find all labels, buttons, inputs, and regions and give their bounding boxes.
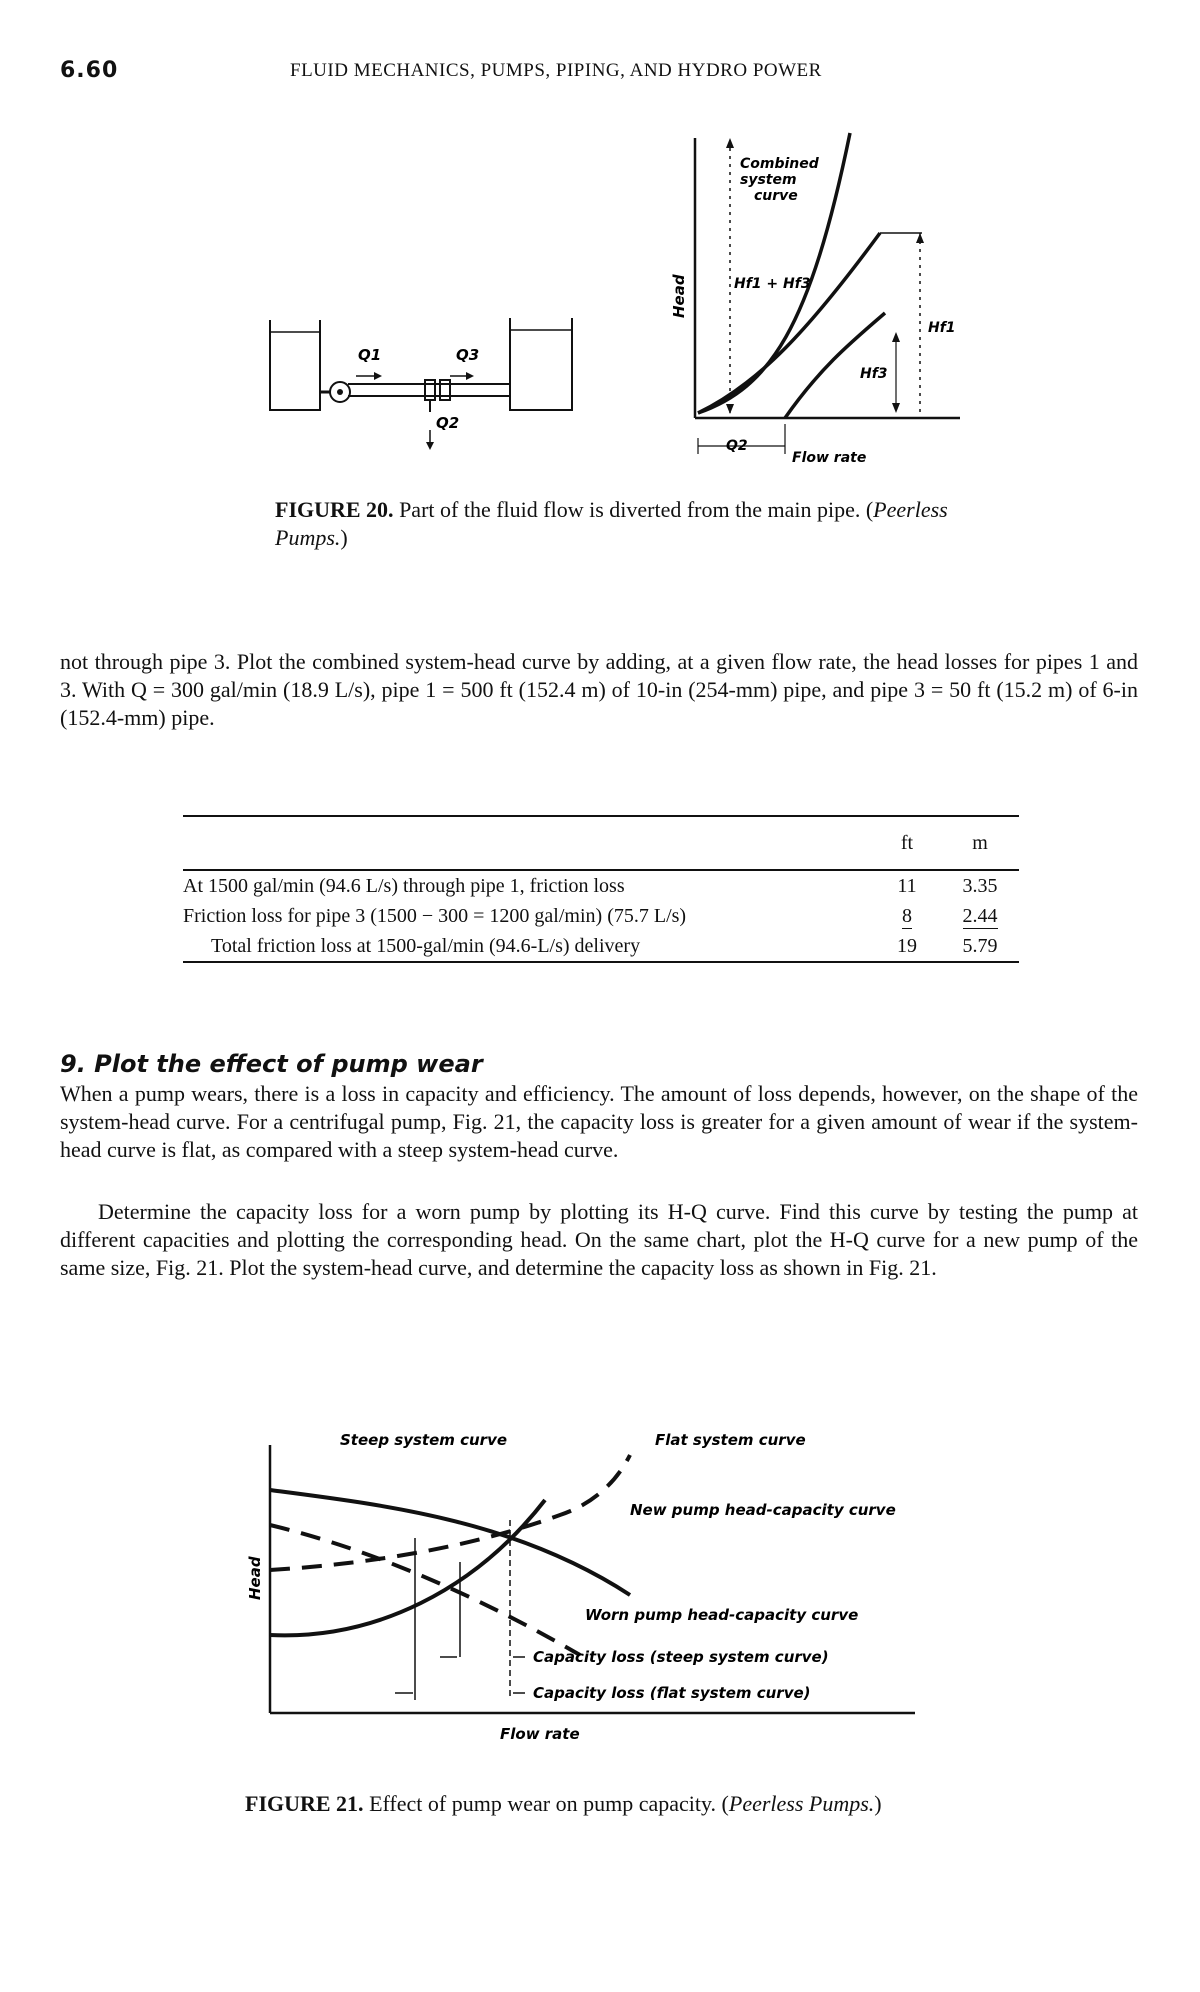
figure-21-chart <box>235 1425 975 1755</box>
capacity-loss-flat-label: Capacity loss (flat system curve) <box>533 1684 811 1702</box>
table-header-blank <box>183 816 873 870</box>
q2-chart-label: Q2 <box>726 438 748 454</box>
combined-label-1: Combined <box>740 156 819 172</box>
row-label: At 1500 gal/min (94.6 L/s) through pipe 1, friction loss <box>183 874 625 897</box>
body-paragraph-1: not through pipe 3. Plot the combined system-head curve by adding, at a given flow rate, the head losses for pipes 1 and 3. With Q = 300 gal/min (18.9 L/s), pipe 1 = 500 ft (152.4 m) of 10-in (254-mm) pipe, and pipe 3 = 50 ft (15.2 m) of 6-in (152.4-mm) pipe. <box>60 649 1138 730</box>
hf1-hf3-label: Hf1 + Hf3 <box>734 276 811 292</box>
table-row <box>183 901 1019 931</box>
q3-label: Q3 <box>456 346 480 364</box>
figure-20-label: FIGURE 20. <box>275 497 394 522</box>
flow-rate-label-21: Flow rate <box>500 1725 580 1743</box>
hf1-label: Hf1 <box>928 320 956 336</box>
q2-label: Q2 <box>436 414 460 432</box>
figure-21-caption <box>245 1790 985 1818</box>
combined-label-3: curve <box>754 188 798 204</box>
capacity-loss-steep-label: Capacity loss (steep system curve) <box>533 1648 829 1666</box>
row-label: Total friction loss at 1500-gal/min (94.6-L/s) delivery <box>211 934 641 957</box>
section-heading: 9. Plot the effect of pump wear <box>60 1050 483 1078</box>
table-row <box>183 931 1019 962</box>
flat-system-curve <box>270 1455 630 1570</box>
figure-20-caption <box>275 496 955 552</box>
row-m: 3.35 <box>962 874 998 897</box>
steep-curve-label: Steep system curve <box>340 1431 508 1449</box>
table-header-m: m <box>972 831 988 854</box>
new-pump-curve <box>270 1490 630 1595</box>
flow-rate-label: Flow rate <box>792 450 867 466</box>
row-m: 5.79 <box>962 934 998 957</box>
new-pump-label: New pump head-capacity curve <box>630 1501 896 1519</box>
row-m: 2.44 <box>962 904 998 927</box>
table-row <box>183 870 1019 901</box>
row-ft: 8 <box>902 904 912 927</box>
worn-pump-label: Worn pump head-capacity curve <box>585 1606 859 1624</box>
figure-21-label: FIGURE 21. <box>245 1791 364 1816</box>
head-axis-label: Head <box>670 274 688 318</box>
figure-20-caption-source: Peerless Pumps. <box>275 497 948 550</box>
figure-20-schematic <box>260 300 580 460</box>
combined-label-2: system <box>740 172 797 188</box>
section-paragraph-1: When a pump wears, there is a loss in capacity and efficiency. The amount of loss depends, however, on the shape of the system-head curve. For a centrifugal pump, Fig. 21, the capacity loss is greater for a given amount of wear if the system-head curve is flat, as compared with a steep system-head curve. <box>60 1081 1138 1162</box>
row-ft: 11 <box>897 874 917 897</box>
figure-21-caption-source: Peerless Pumps. <box>728 1791 875 1816</box>
q1-label: Q1 <box>358 346 382 364</box>
friction-loss-table <box>183 815 1019 963</box>
row-label: Friction loss for pipe 3 (1500 − 300 = 1200 gal/min) (75.7 L/s) <box>183 904 687 927</box>
section-paragraph-2: Determine the capacity loss for a worn pump by plotting its H-Q curve. Find this curve by testing the pump at different capacities and plotting the corresponding head. On the same chart, plot the H-Q curve for a new pump of the same size, Fig. 21. Plot the system-head curve, and determine the capacity loss as shown in Fig. 21. <box>60 1199 1138 1280</box>
figure-21-caption-text: Effect of pump wear on pump capacity. ( <box>363 1791 729 1816</box>
figure-20-chart <box>660 128 980 468</box>
figure-20-caption-end: ) <box>340 525 348 550</box>
row-ft: 19 <box>897 934 917 957</box>
figure-20-caption-text: Part of the fluid flow is diverted from the main pipe. ( <box>393 497 874 522</box>
flat-curve-label: Flat system curve <box>655 1431 806 1449</box>
head-axis-label-21: Head <box>246 1556 264 1600</box>
figure-21-caption-end: ) <box>874 1791 882 1816</box>
hf3-label: Hf3 <box>860 366 888 382</box>
table-header-ft: ft <box>900 831 914 854</box>
pipe1-curve <box>698 233 880 413</box>
page-number: 6.60 <box>60 58 119 83</box>
running-head: FLUID MECHANICS, PUMPS, PIPING, AND HYDRO POWER <box>290 60 822 81</box>
